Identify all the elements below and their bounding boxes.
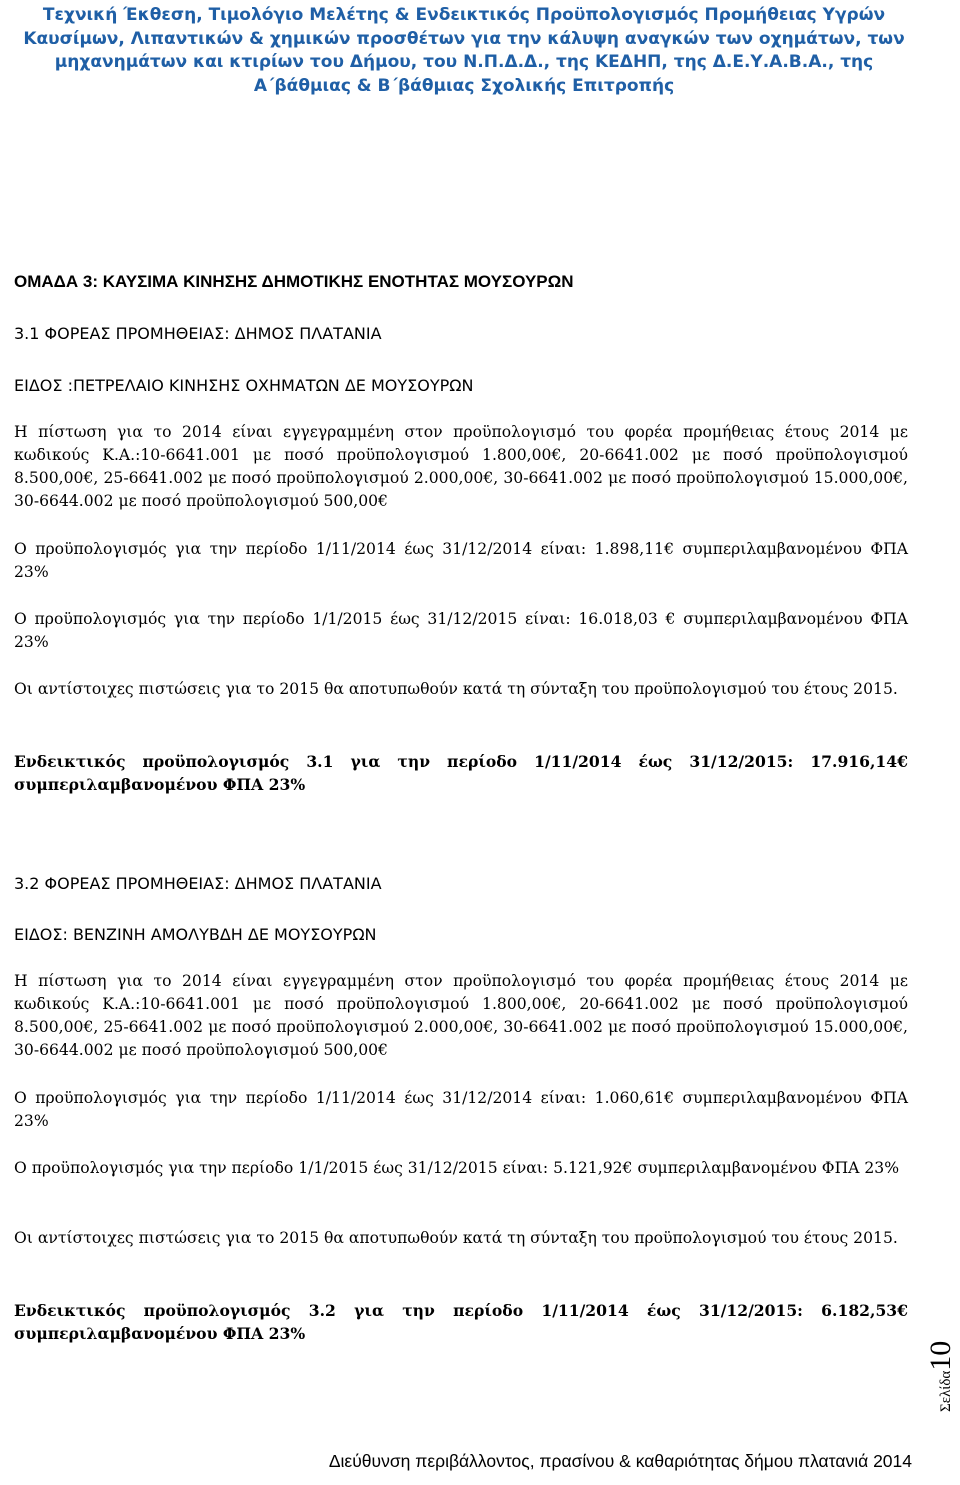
header-line-1: Τεχνική Έκθεση, Τιμολόγιο Μελέτης & Ενδεικτικός Προϋπολογισμός Προμήθειας Υγρών: [42, 5, 886, 25]
page-label: Σελίδα: [938, 1370, 954, 1412]
item-title: ΕΙΔΟΣ :ΠΕΤΡΕΛΑΙΟ ΚΙΝΗΣΗΣ ΟΧΗΜΑΤΩΝ ΔΕ ΜΟΥΣΟΥΡΩΝ: [14, 376, 474, 395]
credit-paragraph: Η πίστωση για το 2014 είναι εγγεγραμμένη στον προϋπολογισμό του φορέα προμήθειας έτους 2014 με κωδικούς Κ.Α.:10-6641.001 με ποσό προϋπολογισμού 1.800,00€, 20-6641.002 με ποσό προϋπολογισμού 8.500,00€, 25-6641.002 με ποσό προϋπολογισμού 2.000,00€, 30-6641.002 με ποσό προϋπολογισμού 15.000,00€, 30-6644.002 με ποσό προϋπολογισμού 500,00€: [14, 423, 908, 510]
page-number-value: 10: [924, 1340, 957, 1371]
page-number: [924, 1300, 957, 1412]
document-header: [14, 4, 914, 98]
group-title: ΟΜΑΔΑ 3: ΚΑΥΣΙΜΑ ΚΙΝΗΣΗΣ ΔΗΜΟΤΙΚΗΣ ΕΝΟΤΗΤΑΣ ΜΟΥΣΟΥΡΩΝ: [14, 272, 574, 291]
credit-paragraph: Η πίστωση για το 2014 είναι εγγεγραμμένη στον προϋπολογισμό του φορέα προμήθειας έτους 2014 με κωδικούς Κ.Α.:10-6641.001 με ποσό προϋπολογισμού 1.800,00€, 20-6641.002 με ποσό προϋπολογισμού 8.500,00€, 25-6641.002 με ποσό προϋπολογισμού 2.000,00€, 30-6641.002 με ποσό προϋπολογισμού 15.000,00€, 30-6644.002 με ποσό προϋπολογισμού 500,00€: [14, 972, 908, 1059]
section-heading: 3.2 ΦΟΡΕΑΣ ΠΡΟΜΗΘΕΙΑΣ: ΔΗΜΟΣ ΠΛΑΤΑΝΙΑ: [14, 874, 382, 893]
budget-2015-paragraph: Ο προϋπολογισμός για την περίοδο 1/1/2015 έως 31/12/2015 είναι: 5.121,92€ συμπεριλαμβανομένου ΦΠΑ 23%: [14, 1159, 900, 1177]
budget-2015-paragraph: Ο προϋπολογισμός για την περίοδο 1/1/2015 έως 31/12/2015 είναι: 16.018,03 € συμπεριλαμβανομένου ΦΠΑ 23%: [14, 610, 908, 651]
section-total: Ενδεικτικός προϋπολογισμός 3.1 για την περίοδο 1/11/2014 έως 31/12/2015: 17.916,14€ συμπεριλαμβανομένου ΦΠΑ 23%: [14, 752, 908, 794]
header-line-4: Α΄βάθμιας & Β΄βάθμιας Σχολικής Επιτροπής: [253, 75, 675, 96]
note-paragraph: Οι αντίστοιχες πιστώσεις για το 2015 θα αποτυπωθούν κατά τη σύνταξη του προϋπολογισμού του έτους 2015.: [14, 1229, 898, 1247]
header-line-3: μηχανημάτων και κτιρίων του Δήμου, του Ν.Π.Δ.Δ., της ΚΕΔΗΠ, της Δ.Ε.Υ.Α.Β.Α., της: [54, 52, 874, 72]
section-heading: 3.1 ΦΟΡΕΑΣ ΠΡΟΜΗΘΕΙΑΣ: ΔΗΜΟΣ ΠΛΑΤΑΝΙΑ: [14, 324, 382, 343]
budget-2014-paragraph: Ο προϋπολογισμός για την περίοδο 1/11/2014 έως 31/12/2014 είναι: 1.060,61€ συμπεριλαμβανομένου ΦΠΑ 23%: [14, 1089, 908, 1130]
section-total: Ενδεικτικός προϋπολογισμός 3.2 για την περίοδο 1/11/2014 έως 31/12/2015: 6.182,53€ συμπεριλαμβανομένου ΦΠΑ 23%: [14, 1301, 908, 1343]
note-paragraph: Οι αντίστοιχες πιστώσεις για το 2015 θα αποτυπωθούν κατά τη σύνταξη του προϋπολογισμού του έτους 2015.: [14, 680, 898, 698]
item-title: ΕΙΔΟΣ: ΒΕΝΖΙΝΗ ΑΜΟΛΥΒΔΗ ΔΕ ΜΟΥΣΟΥΡΩΝ: [14, 925, 377, 944]
page-footer: Διεύθυνση περιβάλλοντος, πρασίνου & καθαριότητας δήμου πλατανιά 2014: [328, 1451, 912, 1471]
header-line-2: Καυσίμων, Λιπαντικών & χημικών προσθέτων για την κάλυψη αναγκών των οχημάτων, των: [23, 28, 905, 49]
budget-2014-paragraph: Ο προϋπολογισμός για την περίοδο 1/11/2014 έως 31/12/2014 είναι: 1.898,11€ συμπεριλαμβανομένου ΦΠΑ 23%: [14, 540, 908, 581]
